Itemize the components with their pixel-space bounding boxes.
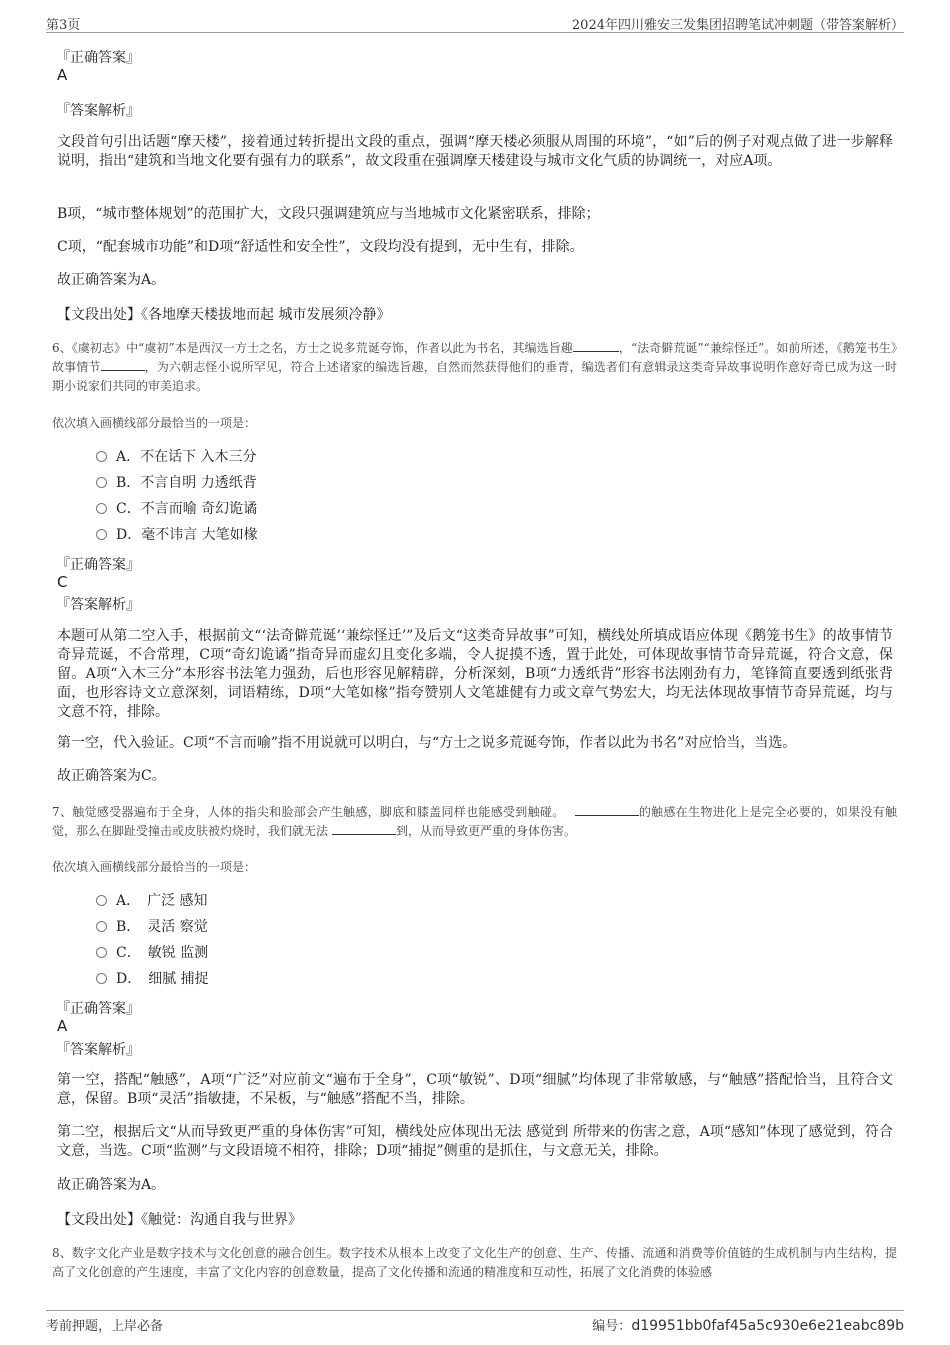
option-label: A．不在话下 入木三分	[116, 449, 257, 465]
option-label: A． 广泛 感知	[116, 893, 208, 909]
analysis-paragraph: 第一空，代入验证。C项“不言而喻”指不用说就可以明白，与“方士之说多荒诞夸饰，作者以此为书名”对应恰当，当选。	[57, 735, 797, 751]
code-label: 编号：	[592, 1319, 632, 1334]
option-label: B．不言自明 力透纸背	[116, 475, 257, 491]
passage-source: 【文段出处】《触觉：沟通自我与世界》	[57, 1212, 302, 1228]
option-d[interactable]	[96, 969, 209, 989]
analysis-label: 『答案解析』	[56, 1042, 140, 1058]
analysis-paragraph: 第一空，搭配“触感”，A项“广泛”对应前文“遍布于全身”，C项“敏锐”、D项“细腻”均体现了非常敏感，与“触感”搭配恰当，且符合文意，保留。B项“灵活”指敏捷，不呆板，与“触感”搭配不当，排除。	[57, 1072, 893, 1107]
page-footer	[46, 1310, 904, 1335]
option-label: C．不言而喻 奇幻诡谲	[116, 501, 258, 517]
stem-part: 7、触觉感受器遍布于全身，人体的指尖和脸部会产生触感，脚底和膝盖同样也能感受到触碰。	[52, 805, 565, 819]
analysis-paragraph: 故正确答案为C。	[57, 768, 166, 784]
correct-answer-label: 『正确答案』	[56, 557, 140, 573]
stem-part: 6、《虞初志》中“虞初”本是西汉一方士之名，方士之说多荒诞夸饰，作者以此为书名，其编选旨趣	[52, 341, 573, 355]
radio-icon[interactable]	[96, 921, 107, 932]
stem-part: 到，从而导致更严重的身体伤害。	[396, 824, 577, 838]
option-a[interactable]	[96, 447, 257, 467]
code-value: d19951bb0faf45a5c930e6e21eabc89b	[631, 1318, 904, 1334]
radio-icon[interactable]	[96, 973, 107, 984]
fill-blank	[575, 803, 639, 816]
radio-icon[interactable]	[96, 503, 107, 514]
analysis-label: 『答案解析』	[56, 597, 140, 613]
analysis-paragraph: 本题可从第二空入手，根据前文“‘法奇僻荒诞’‘兼综怪迁’”及后文“这类奇异故事”可知，横线处所填成语应体现《鹅笼书生》的故事情节奇异荒诞，不合常理，C项“奇幻诡谲”指奇异而虚幻且变化多端，令人捉摸不透，置于此处，可体现故事情节奇异荒诞，符合文意，保留。A项“入木三分”本形容书法笔力强劲，后也形容见解精辟，分析深刻，B项“力透纸背”形容书法刚劲有力，笔锋简直要透到纸张背面，也形容诗文立意深刻，词语精练，D项“大笔如椽”指夸赞别人文笔雄健有力或文章气势宏大，均无法体现故事情节奇异荒诞，均与文意不符，排除。	[57, 628, 893, 720]
stem-part: ，为六朝志怪小说所罕见，符合上述诸家的编选旨趣，自然而然获得他们的垂青，编选者们有意辑录这类奇异故事说明作意好奇已成为这一时期小说家们共同的审美追求。	[52, 360, 897, 393]
option-b[interactable]	[96, 917, 208, 937]
radio-icon[interactable]	[96, 947, 107, 958]
option-c[interactable]	[96, 943, 208, 963]
question-stem	[52, 803, 897, 841]
option-label: D． 细腻 捕捉	[116, 971, 209, 987]
footer-slogan: 考前押题，上岸必备	[46, 1319, 164, 1334]
analysis-label: 『答案解析』	[56, 103, 140, 119]
stem-part: 的触感在生物进化上是完全必要的，如果没有触觉，那么在脚趾受撞击或皮肤被灼烧时，我们就无法	[52, 805, 897, 838]
analysis-paragraph: 第二空，根据后文“从而导致更严重的身体伤害”可知，横线处应体现出无法 感觉到 所带来的伤害之意，A项“感知”体现了感觉到，符合文意，当选。C项“监测”与文段语境不相符，排除；D项“捕捉”侧重的是抓住，与文意无关，排除。	[57, 1124, 893, 1159]
correct-answer-value: A	[57, 66, 68, 84]
analysis-paragraph: 故正确答案为A。	[57, 1177, 166, 1193]
correct-answer-value: C	[57, 573, 68, 591]
document-title: 2024年四川雅安三发集团招聘笔试冲刺题（带答案解析）	[571, 18, 904, 33]
passage-source: 【文段出处】《各地摩天楼拔地而起 城市发展须冷静》	[57, 307, 391, 323]
radio-icon[interactable]	[96, 529, 107, 540]
page-header	[46, 12, 904, 33]
correct-answer-label: 『正确答案』	[56, 1001, 140, 1017]
option-label: C． 敏锐 监测	[116, 945, 209, 961]
option-label: B． 灵活 察觉	[116, 919, 208, 935]
question-stem	[52, 339, 897, 396]
option-b[interactable]	[96, 473, 257, 493]
analysis-paragraph: C项，“配套城市功能”和D项“舒适性和安全性”，文段均没有提到，无中生有，排除。	[57, 239, 584, 255]
stem-part: ，“法奇僻荒诞”“兼综怪迁”。如前所述，《鹅笼书生》故事情节	[52, 341, 897, 374]
option-a[interactable]	[96, 891, 208, 911]
page-number: 第3页	[46, 18, 81, 33]
analysis-paragraph: 故正确答案为A。	[57, 272, 166, 288]
question-prompt: 依次填入画横线部分最恰当的一项是：	[52, 416, 257, 430]
analysis-paragraph: 文段首句引出话题“摩天楼”，接着通过转折提出文段的重点，强调“摩天楼必须服从周围的环境”，“如”后的例子对观点做了进一步解释说明，指出“建筑和当地文化要有强有力的联系”，故文段重在强调摩天楼建设与城市文化气质的协调统一，对应A项。	[57, 134, 893, 169]
question-prompt: 依次填入画横线部分最恰当的一项是：	[52, 860, 257, 874]
fill-blank	[332, 822, 396, 835]
correct-answer-value: A	[57, 1017, 68, 1035]
fill-blank	[101, 358, 145, 371]
radio-icon[interactable]	[96, 895, 107, 906]
analysis-paragraph: B项，“城市整体规划”的范围扩大，文段只强调建筑应与当地城市文化紧密联系，排除；	[57, 206, 600, 222]
option-label: D．毫不讳言 大笔如椽	[116, 527, 258, 543]
document-code	[592, 1315, 904, 1334]
radio-icon[interactable]	[96, 477, 107, 488]
question-stem: 8、数字文化产业是数字技术与文化创意的融合创生。数字技术从根本上改变了文化生产的创意、生产、传播、流通和消费等价值链的生成机制与内生结构，提高了文化创意的产生速度，丰富了文化内容的创意数量，提高了文化传播和流通的精准度和互动性，拓展了文化消费的体验感	[52, 1246, 897, 1279]
option-c[interactable]	[96, 499, 257, 519]
correct-answer-label: 『正确答案』	[56, 50, 140, 66]
fill-blank	[573, 339, 619, 352]
radio-icon[interactable]	[96, 451, 107, 462]
option-d[interactable]	[96, 525, 258, 545]
